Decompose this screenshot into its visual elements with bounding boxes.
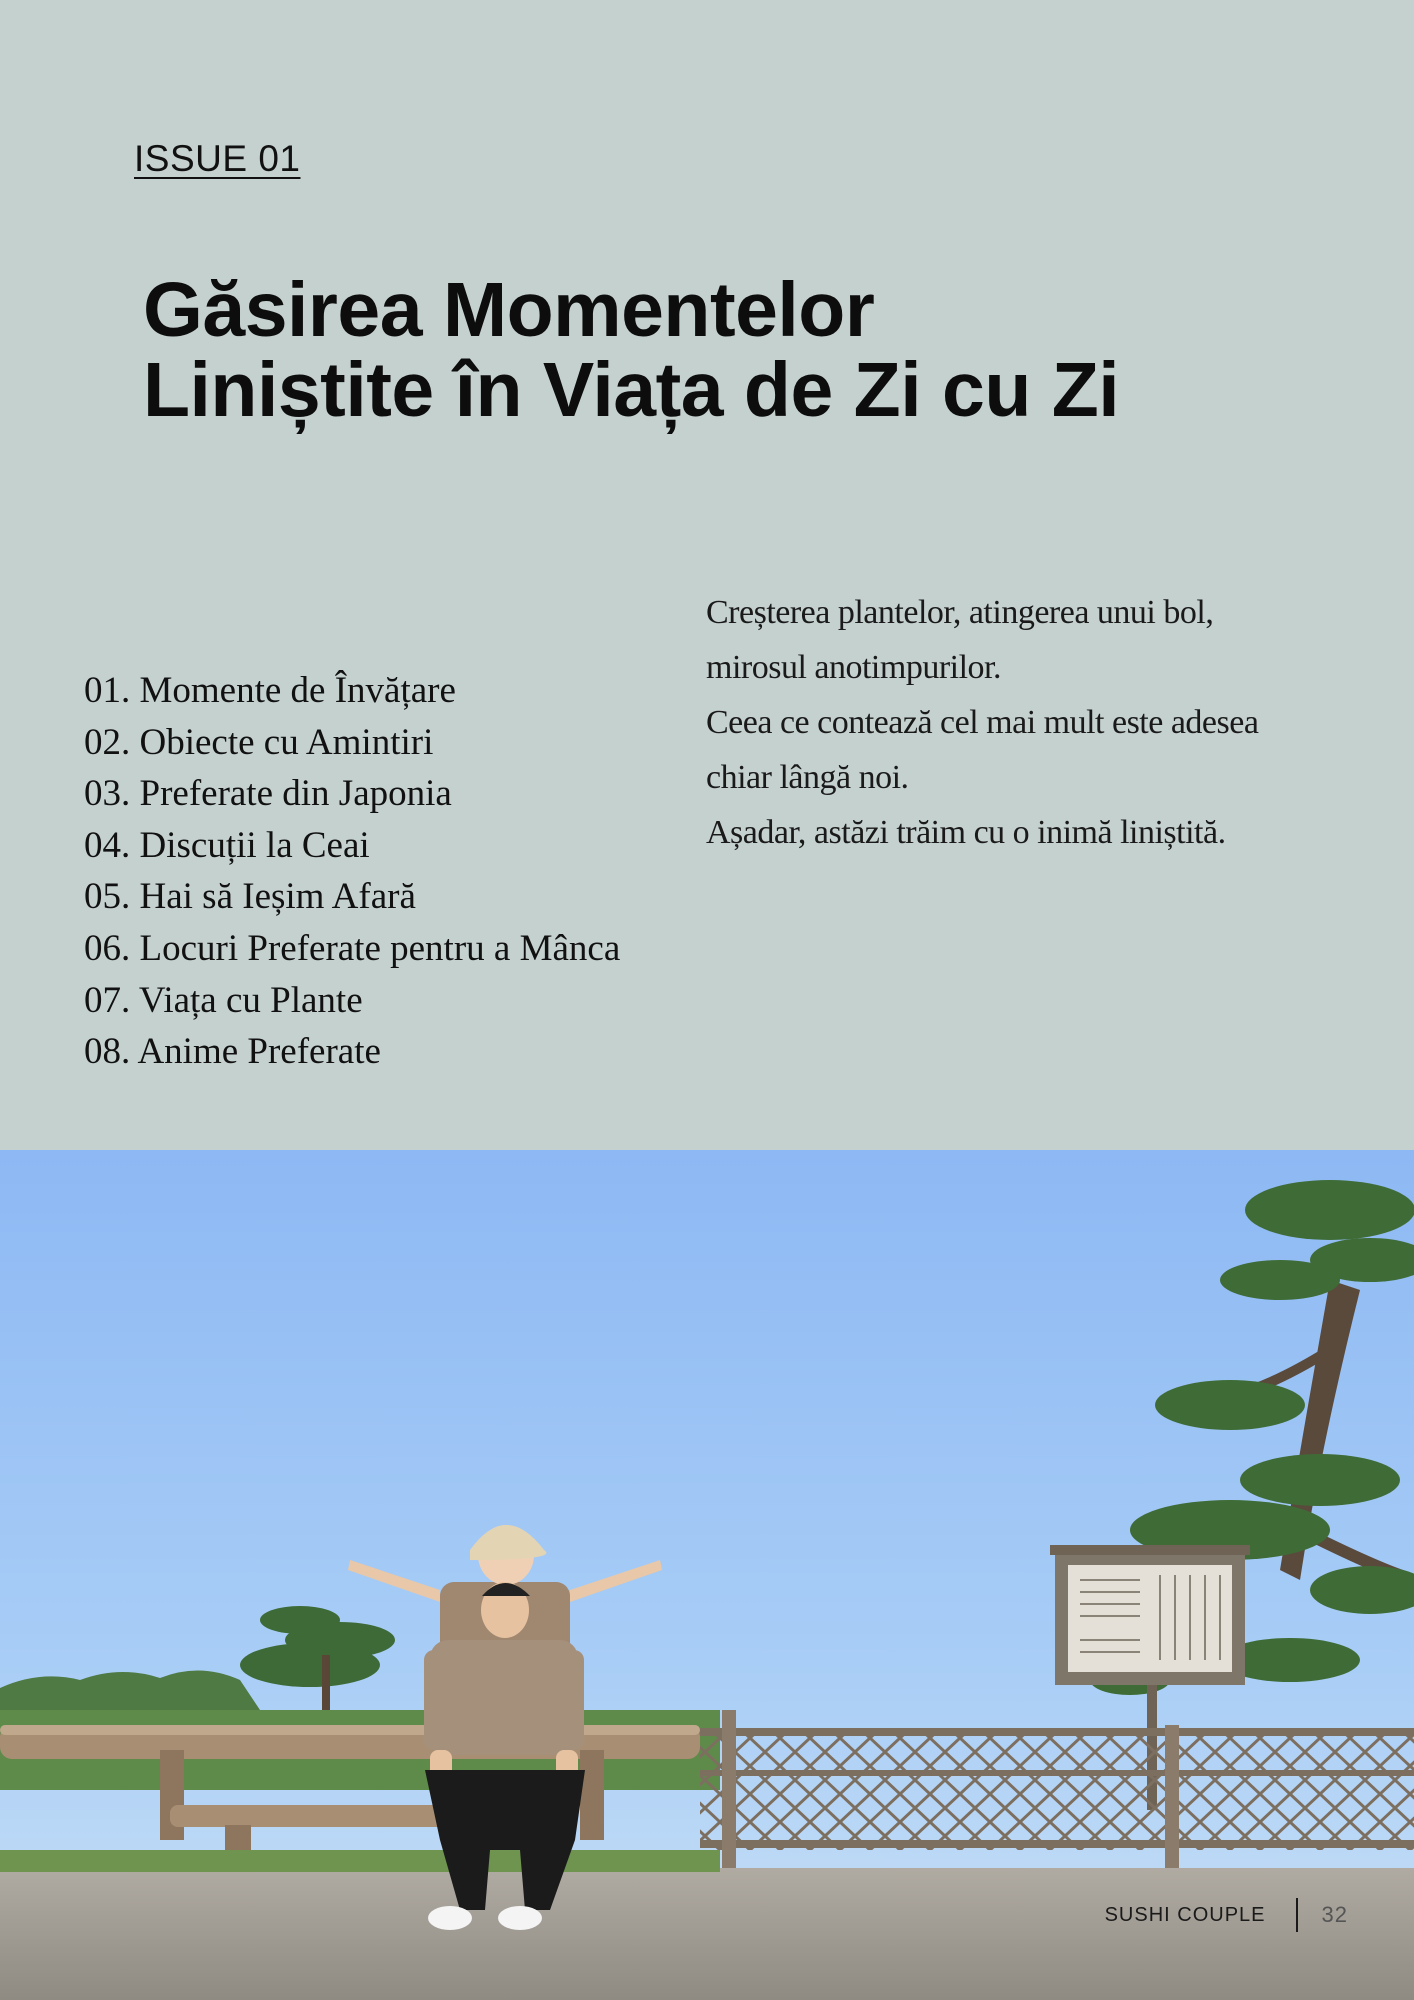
contents-item: 08. Anime Preferate — [84, 1031, 381, 1073]
issue-label: ISSUE 01 — [134, 138, 301, 179]
couple-park-photo — [0, 1150, 1414, 2000]
page-number: 32 — [1321, 1902, 1348, 1927]
page-title — [143, 267, 1293, 433]
contents-item: 06. Locuri Preferate pentru a Mânca — [84, 927, 621, 969]
intro-line: Așadar, astăzi trăim cu o inimă liniștită. — [706, 814, 1226, 851]
contents-item: 01. Momente de Învățare — [84, 670, 456, 711]
intro-line: mirosul anotimpurilor. — [706, 649, 1001, 686]
page-footer — [1105, 1898, 1348, 1932]
contents-item: 07. Viața cu Plante — [84, 979, 363, 1021]
contents-item: 04. Discuții la Ceai — [84, 824, 370, 866]
title-line-2: Liniștite în Viața de Zi cu Zi — [143, 347, 1120, 433]
contents-list — [84, 665, 620, 1078]
intro-line: Creșterea plantelor, atingerea unui bol, — [706, 594, 1214, 631]
footer-divider — [1296, 1898, 1298, 1932]
intro-line: Ceea ce contează cel mai mult este adesea — [706, 704, 1259, 741]
contents-item: 03. Preferate din Japonia — [84, 773, 452, 815]
footer-brand: SUSHI COUPLE — [1104, 1903, 1266, 1926]
title-line-1: Găsirea Momentelor — [143, 267, 875, 353]
intro-line: chiar lângă noi. — [706, 759, 909, 796]
intro-text — [706, 585, 1356, 860]
contents-item: 02. Obiecte cu Amintiri — [84, 721, 434, 763]
contents-item: 05. Hai să Ieșim Afară — [84, 876, 416, 918]
